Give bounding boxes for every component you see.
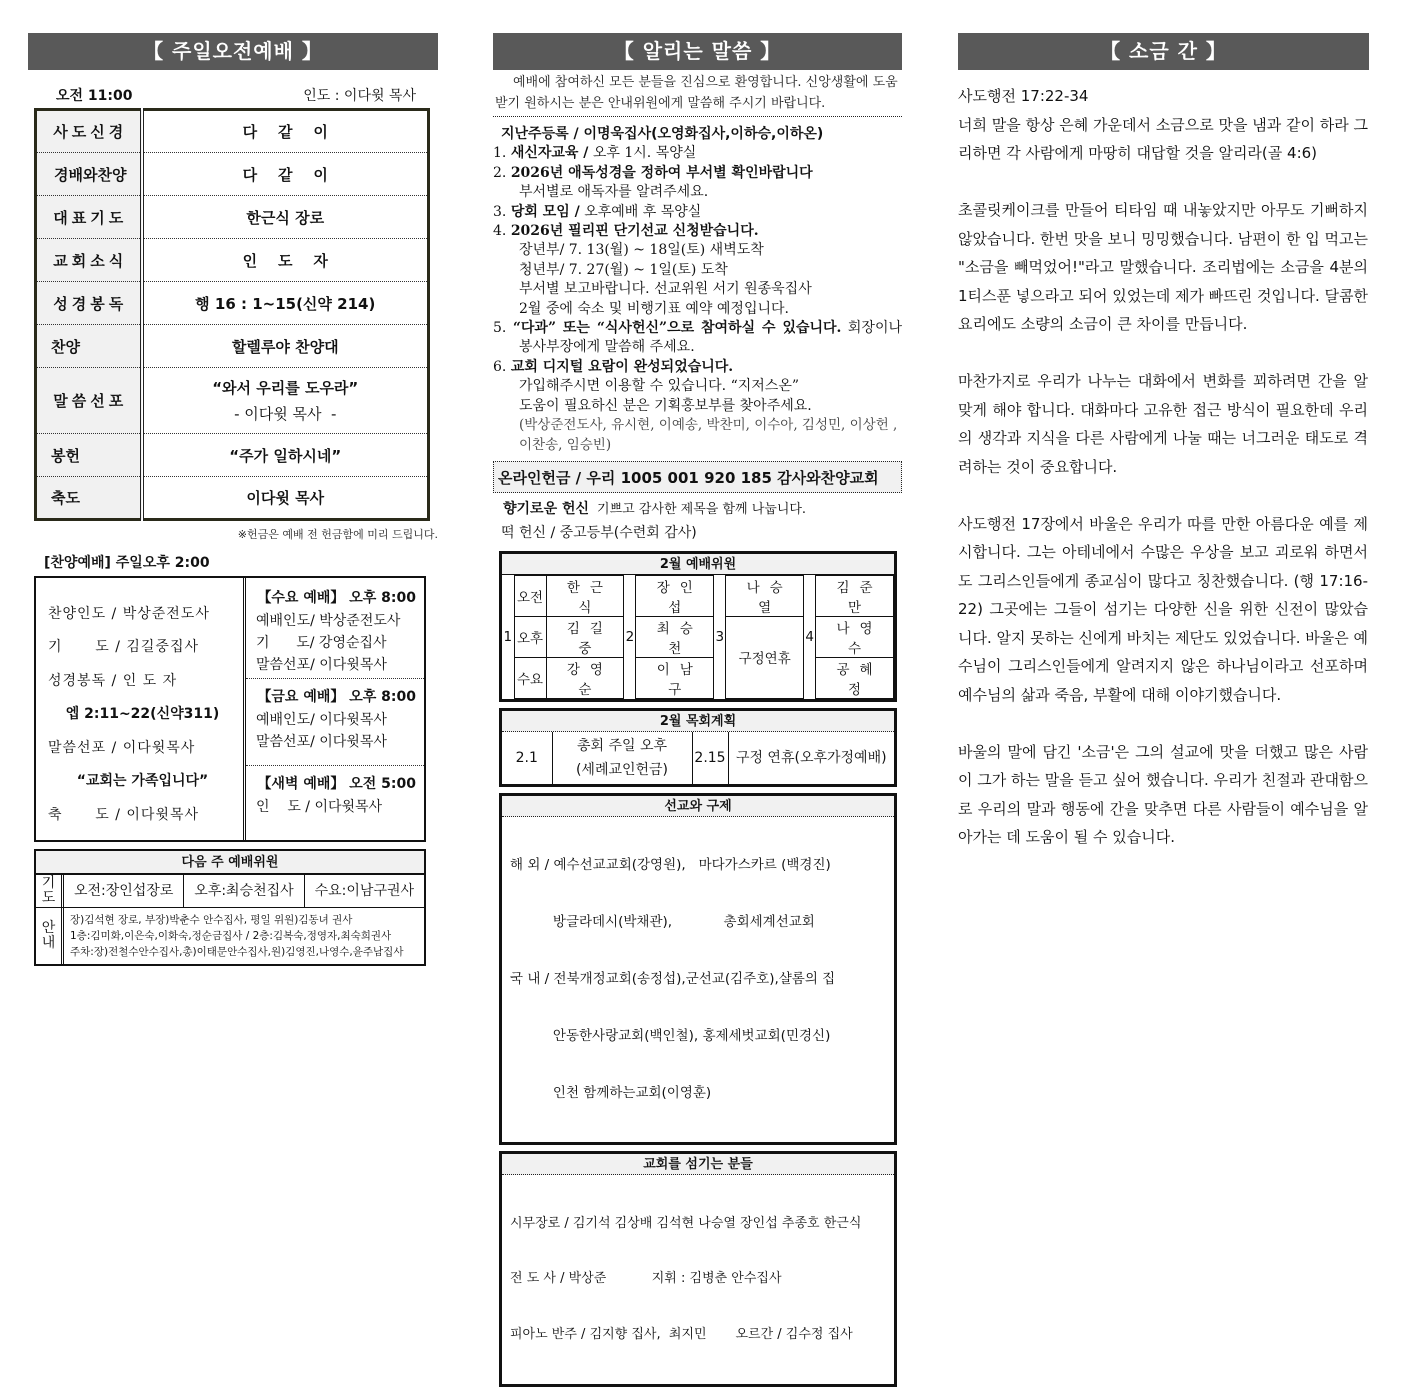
order-value: 이다윗 목사 [142,477,429,520]
table-row: 오후 김길중 최승천 구정연휴 나영수 [502,616,894,657]
service-header [28,84,438,106]
praise-line: 찬양인도 / 박상준전도사 [48,605,210,622]
plan-event: 구정 연휴(오후가정예배) [728,732,894,784]
weekday-line: 말씀선포/ 이다윗목사 [256,657,387,673]
box-title: 교회를 섬기는 분들 [502,1154,894,1175]
guide-line: 주차:장)전철수안수집사,총)이태문안수집사,원)김영진,나영수,윤주남집사 [70,946,404,958]
announcement-detail: 가입해주시면 이용할 수 있습니다. “지저스온” [519,378,799,395]
wednesday-service [246,578,424,678]
order-label: 대표기도 [36,196,142,239]
february-plan-box [499,708,897,787]
announcement-item: 2. 2026년 애독성경을 정하여 부서별 확인바랍니다 [493,164,813,181]
weekday-line: 예배인도/ 박상준전도사 [256,613,401,629]
offering-text: 기쁘고 감사한 제목을 함께 나눕니다. [597,501,807,517]
order-label: 교회소식 [36,239,142,282]
offering-note: ※헌금은 예배 전 헌금함에 미리 드립니다. [237,528,438,541]
praise-line: 축 도 / 이다윗목사 [48,806,199,823]
order-value: 한근식 장로 [142,196,429,239]
dawn-service [246,765,424,818]
table-row [36,368,429,434]
weekday-line: 인 도 / 이다윗목사 [256,799,383,815]
order-label: 봉헌 [36,434,142,477]
paragraph: 마찬가지로 우리가 나누는 대화에서 변화를 꾀하려면 간을 알맞게 해야 합니다. 대화마다 고유한 접근 방식이 필요한데 우리의 생각과 지식을 다른 사람에게 나눌 때는 너그러운 태도로 격려하는 것이 중요합니다. [958,372,1368,476]
table-row [36,477,429,520]
order-label: 사도신경 [36,110,142,153]
table-row: 1 오전 한근식 2 장인섭 3 나승열 4 김준만 [502,575,894,616]
weekday-title: 【새벽 예배】 오전 5:00 [257,776,416,792]
table-row [36,239,429,282]
contact-names: (박상준전도사, 유시현, 이예송, 박찬미, 이수아, 김성민, 이상헌 ,이찬송, 임승빈) [519,417,898,453]
announcement-item: 1. 새신자교육 / 오후 1시. 목양실 [493,145,697,162]
guide-row [36,907,424,964]
order-label: 경배와찬양 [36,153,142,196]
key-verse: 너희 말을 항상 은혜 가운데서 소금으로 맛을 냄과 같이 하라 그리하면 각 사람에게 마땅히 대답할 것을 알리라(골 4:6) [958,115,1368,162]
next-week-title: 다음 주 예배위원 [36,851,424,874]
praise-line: 말씀선포 / 이다윗목사 [48,739,196,756]
order-label: 말씀선포 [36,368,142,434]
box-title: 2월 예배위원 [502,554,894,575]
order-value: 할렐루야 찬양대 [142,325,429,368]
prayer-wednesday: 수요:이남구권사 [304,875,424,907]
announcement-detail: 2월 중에 숙소 및 비행기표 예약 예정입니다. [519,300,789,317]
february-duty-box [499,551,897,702]
prayer-morning: 오전:장인섭장로 [73,883,174,899]
prayer-label: 기도 [36,875,64,907]
service-leader: 인도 : 이다윗 목사 [303,88,416,104]
plan-date: 2.1 [515,749,538,766]
table-row [36,325,429,368]
order-value: 다 같 이 [242,123,328,141]
plan-table [502,732,894,784]
church-servers-box [499,1151,897,1387]
plan-event: 총회 주일 오후 (세례교인헌금) [552,732,692,784]
order-label: 찬양 [36,325,142,368]
announcement-list [493,125,902,455]
table-row [502,732,894,784]
announcement-item: 4. 2026년 필리핀 단기선교 신청받습니다. [493,223,759,240]
announcement-detail: 도움이 필요하신 분은 기획홍보부를 찾아주세요. [519,397,812,414]
guide-line: 장)김석현 장로, 부장)박춘수 안수집사, 평일 위원)김동녀 권사 [70,914,353,926]
announcement-item: 3. 당회 모임 / 오후예배 후 목양실 [493,203,702,220]
announcement-item: 6. 교회 디지털 요람이 완성되었습니다. [493,358,734,375]
table-row [36,110,429,153]
order-label: 축도 [36,477,142,520]
service-time: 오전 11:00 [56,88,133,104]
table-row [36,153,429,196]
prayer-afternoon: 오후:최승천집사 [183,875,303,907]
guide-line: 1층:김미화,이은숙,이화숙,정순금집사 / 2층:김복숙,정영자,최숙희권사 [70,930,392,942]
section-banner: 【 소금 간 】 [958,33,1369,70]
announcement-item: 5. “다과” 또는 “식사헌신”으로 참여하실 수 있습니다. 회장이나 봉사부장에게 말씀해 주세요. [493,320,902,356]
devotional-text [958,82,1369,852]
sunday-morning-section [28,33,438,966]
announcement-detail: 청년부/ 7. 27(월) ~ 1일(토) 도착 [519,261,728,278]
next-week-servers [34,849,426,966]
table-row [36,282,429,325]
duty-table [502,575,894,699]
plan-date: 2.15 [692,732,728,784]
table-row [36,196,429,239]
prayer-row [36,874,424,907]
scripture-reference: 사도행전 17:22-34 [958,87,1089,105]
online-giving-account: 온라인헌금 / 우리 1005 001 920 185 감사와찬양교회 [493,461,902,493]
welcome-intro: 예배에 참여하신 모든 분들을 진심으로 환영합니다. 신앙생활에 도움받기 원하시는 분은 안내위원에게 말씀해 주시기 바랍니다. [493,70,902,117]
offering-title: 향기로운 헌신 [503,500,590,517]
weekday-title: 【수요 예배】 오후 8:00 [257,590,416,606]
section-banner: 【 주일오전예배 】 [28,33,438,70]
sermon-preacher: - 이다윗 목사 - [234,404,337,423]
devotional-section [958,33,1369,880]
order-value: 다 같 이 [142,153,429,196]
paragraph: 사도행전 17장에서 바울은 우리가 따를 만한 아름다운 예를 제시합니다. 그는 아테네에서 수많은 우상을 보고 괴로워 하면서도 그리스인들에게 종교심이 많다고 칭찬했습니다. (행 17:16-22) 그곳에는 그들이 섬기는 다양한 신을 위한 신전이 많았습니다. 알지 못하는 신에게 바치는 제단도 있었습니다. 바울은 예수님이 그리스인들에게 알려지지 않은 하나님이라고 선포하며 예수님의 삶과 죽음, 부활에 대해 이야기했습니다. [958,514,1368,704]
announcements-section [493,33,902,1387]
guide-list [64,908,424,964]
order-value: 인 도 자 [142,239,429,282]
servers-list: 시무장로 / 김기석 김상배 김석현 나승열 장인섭 추종호 한근식 전 도 사 / 박상준 지휘 : 김병춘 안수집사 피아노 반주 / 김지향 집사, 최지민 오르간 / 김수정 집사 [510,1215,862,1342]
weekday-line: 예배인도/ 이다윗목사 [256,712,387,728]
praise-scripture: 엡 2:11~22(신약311) [65,706,220,723]
order-label: 성경봉독 [36,282,142,325]
praise-service-order [36,578,246,840]
mission-box [499,793,897,1145]
paragraph: 바울의 말에 담긴 '소금'은 그의 설교에 맛을 더했고 많은 사람이 그가 하는 말을 듣고 싶어 했습니다. 우리가 친절과 관대함으로 우리의 말과 행동에 간을 맞추면 다른 사람들이 예수님을 알아가는 데 도움이 될 수 있습니다. [958,742,1368,846]
guide-label: 안내 [36,908,64,964]
praise-sermon-title: “교회는 가족입니다” [76,773,209,790]
section-banner: 【 알리는 말씀 】 [493,33,902,70]
praise-line: 성경봉독 / 인 도 자 [48,672,178,689]
sermon-title: “와서 우리를 도우라” [212,378,359,397]
offering-item: 떡 헌신 / 중고등부(수련회 감사) [501,524,697,541]
announcement-detail: 장년부/ 7. 13(월) ~ 18일(토) 새벽도착 [519,242,764,259]
announcement-detail: 부서별 보고바랍니다. 선교위원 서기 원종욱집사 [519,281,812,298]
order-value [142,368,429,434]
box-title: 선교와 구제 [502,796,894,817]
mission-list: 해 외 / 예수선교교회(강영원), 마다가스카르 (백경진) 방글라데시(박채관), 총회세계선교회 국 내 / 전북개정교회(송정섭),군선교(김주호),샬롬의 집 안동한사랑교회(백인철), 홍제세벗교회(민경신) 인천 함께하는교회(이영훈) [510,856,836,1101]
order-of-worship-table [34,108,430,521]
new-registration: 지난주등록 / 이명욱집사(오영화집사,이하승,이하온) [501,126,824,142]
table-row [36,434,429,477]
weekday-title: 【금요 예배】 오후 8:00 [257,689,416,705]
friday-service [246,678,424,765]
box-title: 2월 목회계획 [502,711,894,732]
order-value: “주가 일하시네” [142,434,429,477]
praise-service-box [34,576,426,842]
paragraph: 초콜릿케이크를 만들어 티타임 때 내놓았지만 아무도 기뻐하지 않았습니다. 한번 맛을 보니 밍밍했습니다. 남편이 한 입 먹고는 "소금을 빼먹었어!"라고 말했습니다. 조리법에는 소금을 4분의 1티스푼 넣으라고 되어 있었는데 제가 빠뜨린 것입니다. 달콤한 요리에도 소량의 소금이 큰 차이를 만듭니다. [958,201,1368,333]
offering-header [493,497,902,521]
weekday-line: 기 도/ 강영순집사 [256,635,387,651]
weekday-line: 말씀선포/ 이다윗목사 [256,734,387,750]
announcement-detail: 부서별로 애독자를 알려주세요. [519,184,709,201]
table-row: 수요 강영순 이남구 공혜정 [502,657,894,698]
praise-line: 기 도 / 김길중집사 [48,639,199,656]
praise-service-title: [찬양예배] 주일오후 2:00 [44,555,210,571]
weekday-services [246,578,424,840]
order-value: 행 16 : 1~15(신약 214) [142,282,429,325]
